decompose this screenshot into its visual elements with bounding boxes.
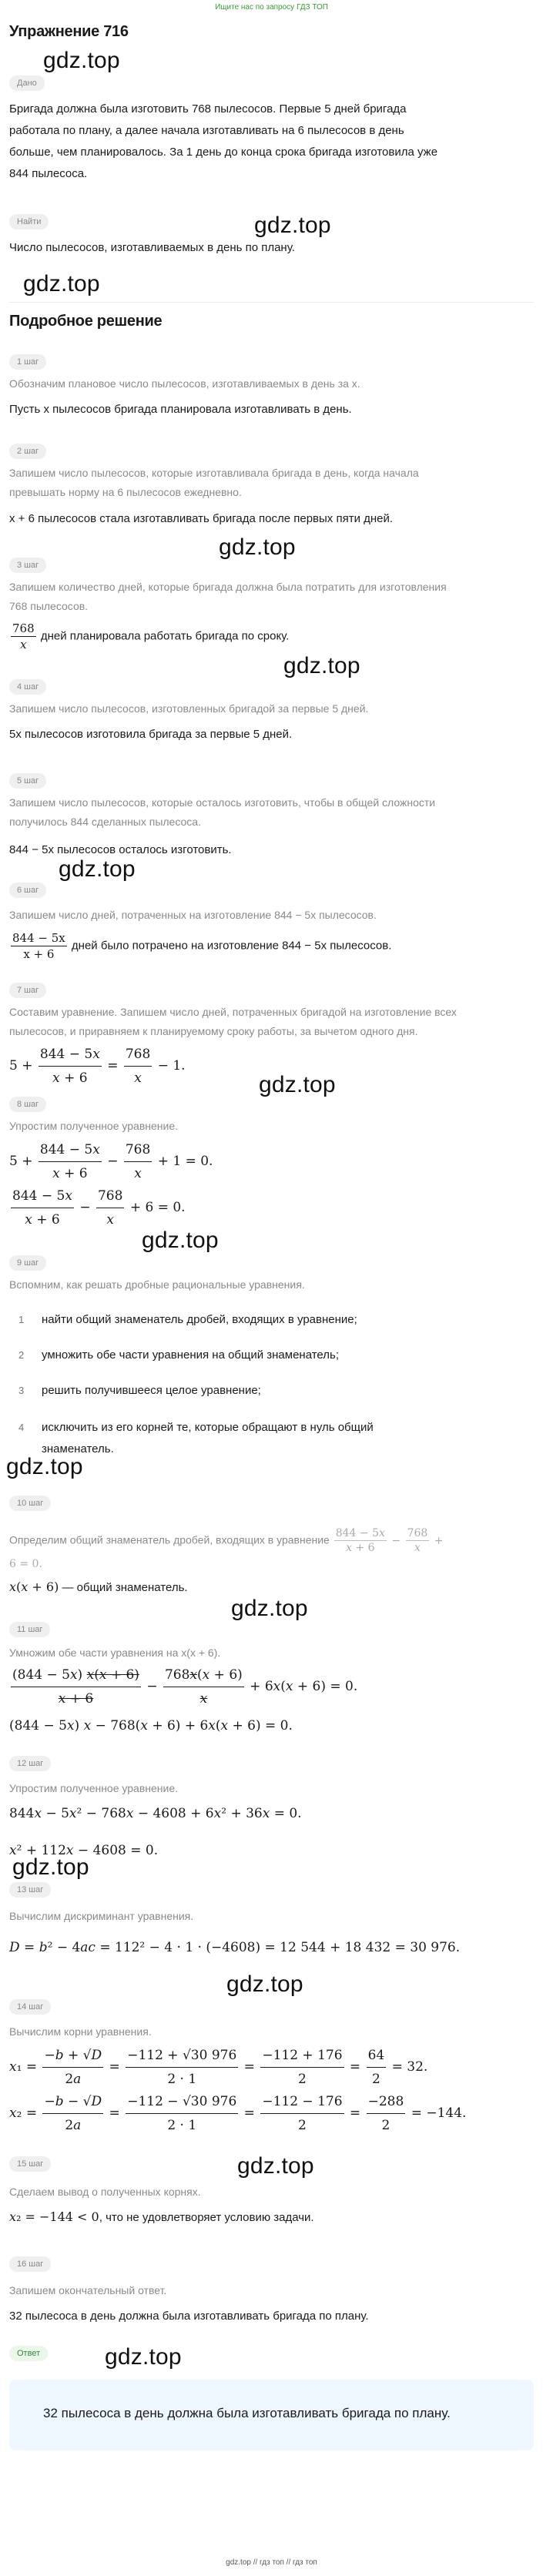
- list-item: 1 найти общий знаменатель дробей, входящих в уравнение;: [18, 1313, 357, 1326]
- step-10-hint: Определим общий знаменатель дробей, входящих в уравнение $\frac{844 - 5x}{x + 6}$ − $\frac{768}{x}$ +: [9, 1527, 444, 1554]
- step-12-equation-2: x² + 112x − 4608 = 0.: [9, 1843, 159, 1858]
- step-13-equation: D = b² − 4ac = 112² − 4 · 1 · (−4608) = 12 544 + 18 432 = 30 976.: [9, 1940, 461, 1955]
- step-11-equation-1: $\frac{(844 - 5x) x(x + 6)}{x + 6}$ − $\frac{768x(x + 6)}{x}$ + 6x(x + 6) = 0.: [9, 1663, 357, 1710]
- step-3-hint-1: Запишем количество дней, которые бригада должна была потратить для изготовления: [9, 581, 447, 593]
- step-1-text: Пусть x пылесосов бригада планировала изготавливать в день.: [9, 403, 352, 416]
- watermark: gdz.top: [254, 213, 331, 238]
- step-3-text: $\frac{768}{x}$ дней планировала работать бригада по сроку.: [12, 621, 290, 652]
- watermark: gdz.top: [259, 1072, 336, 1097]
- step-5-text: 844 − 5x пылесосов осталось изготовить.: [9, 843, 232, 856]
- find-label: Найти: [9, 214, 49, 229]
- step-label: 5 шаг: [9, 773, 46, 789]
- watermark: gdz.top: [226, 1971, 303, 1997]
- watermark: gdz.top: [6, 1454, 83, 1479]
- step-11-hint: Умножим обе части уравнения на x(x + 6).: [9, 1646, 221, 1659]
- step-label: 3 шаг: [9, 558, 46, 573]
- step-8-equation-1: 5 + $\frac{844 - 5x}{x + 6}$ − $\frac{768}{x}$ + 1 = 0.: [9, 1138, 213, 1185]
- step-label: 15 шаг: [9, 2156, 51, 2172]
- step-label: 9 шаг: [9, 1255, 46, 1271]
- top-search-link[interactable]: Ищите нас по запросу ГДЗ ТОП: [215, 3, 328, 12]
- step-7-hint-2: пылесосов, и приравняем к планируемому сроку работы, за вычетом одного дня.: [9, 1025, 418, 1037]
- step-16-text: 32 пылесоса в день должна была изготавливать бригада по плану.: [9, 2310, 369, 2323]
- watermark: gdz.top: [283, 653, 360, 678]
- step-label: 12 шаг: [9, 1756, 51, 1771]
- watermark: gdz.top: [219, 534, 296, 560]
- given-line-1: Бригада должна была изготовить 768 пылесосов. Первые 5 дней бригада: [9, 102, 407, 116]
- solution-title: Подробное решение: [9, 313, 163, 330]
- step-15-hint: Сделаем вывод о полученных корнях.: [9, 2186, 201, 2198]
- step-label: 6 шаг: [9, 883, 46, 898]
- answer-label: Ответ: [9, 2346, 48, 2361]
- step-label: 2 шаг: [9, 444, 46, 459]
- step-label: 14 шаг: [9, 1999, 51, 2015]
- page-title: Упражнение 716: [9, 23, 129, 40]
- answer-text: 32 пылесоса в день должна была изготавливать бригада по плану.: [43, 2406, 451, 2420]
- watermark: gdz.top: [23, 271, 100, 296]
- step-4-hint: Запишем число пылесосов, изготовленных бригадой за первые 5 дней.: [9, 702, 369, 715]
- step-8-equation-2: $\frac{844 - 5x}{x + 6}$ − $\frac{768}{x}$ + 6 = 0.: [9, 1184, 186, 1231]
- step-13-hint: Вычислим дискриминант уравнения.: [9, 1910, 194, 1922]
- watermark: gdz.top: [142, 1228, 219, 1253]
- step-10-hint-cont: 6 = 0.: [9, 1558, 42, 1570]
- list-item: 2 умножить обе части уравнения на общий знаменатель;: [18, 1348, 340, 1362]
- step-9-hint: Вспомним, как решать дробные рациональные уравнения.: [9, 1278, 305, 1291]
- watermark: gdz.top: [237, 2153, 314, 2179]
- step-5-hint-1: Запишем число пылесосов, которые осталось изготовить, чтобы в общей сложности: [9, 796, 436, 809]
- step-label: 8 шаг: [9, 1097, 46, 1112]
- step-label: 4 шаг: [9, 679, 46, 695]
- step-5-hint-2: получилось 844 сделанных пылесоса.: [9, 816, 201, 828]
- watermark: gdz.top: [59, 856, 136, 882]
- list-item: 3 решить получившееся целое уравнение;: [18, 1384, 261, 1397]
- step-7-hint-1: Составим уравнение. Запишем число дней, потраченных бригадой на изготовление всех: [9, 1006, 457, 1018]
- find-text: Число пылесосов, изготавливаемых в день по плану.: [9, 241, 295, 254]
- watermark: gdz.top: [231, 1596, 308, 1621]
- step-label: 11 шаг: [9, 1622, 50, 1637]
- step-11-equation-2: (844 − 5x) x − 768(x + 6) + 6x(x + 6) = 0.: [9, 1718, 293, 1734]
- step-14-hint: Вычислим корни уравнения.: [9, 2025, 152, 2038]
- step-12-hint: Упростим полученное уравнение.: [9, 1782, 178, 1794]
- step-4-text: 5x пылесосов изготовила бригада за первые 5 дней.: [9, 728, 293, 741]
- step-label: 7 шаг: [9, 983, 46, 998]
- step-16-hint: Запишем окончательный ответ.: [9, 2284, 167, 2296]
- step-7-equation: 5 + $\frac{844 - 5x}{x + 6}$ = $\frac{768}{x}$ − 1.: [9, 1043, 186, 1090]
- step-6-hint: Запишем число дней, потраченных на изготовление 844 − 5x пылесосов.: [9, 909, 377, 921]
- given-label: Дано: [9, 75, 45, 91]
- list-item-continuation: знаменатель.: [42, 1442, 114, 1455]
- step-1-hint: Обозначим плановое число пылесосов, изготавливаемых в день за x.: [9, 377, 360, 390]
- step-label: 16 шаг: [9, 2256, 51, 2272]
- watermark: gdz.top: [43, 48, 120, 73]
- step-14-root-2: x₂ = $\frac{-b - √D}{2a}$ = $\frac{-112 - √30 976}{2 \cdot 1}$ = $\frac{-112 - 176}{2}$ = $\frac{-288}{2}$ = −144.: [9, 2090, 466, 2137]
- step-15-text: x₂ = −144 < 0, что не удовлетворяет условию задачи.: [9, 2209, 314, 2224]
- step-8-hint: Упростим полученное уравнение.: [9, 1120, 178, 1132]
- step-2-hint-2: превышать норму на 6 пылесосов ежедневно.: [9, 486, 242, 498]
- step-label: 1 шаг: [9, 354, 46, 370]
- step-label: 10 шаг: [9, 1496, 51, 1511]
- step-6-text: $\frac{844 - 5x}{x + 6}$ дней было потрачено на изготовление 844 − 5x пылесосов.: [12, 931, 392, 961]
- step-2-hint-1: Запишем число пылесосов, которые изготавливала бригада в день, когда начала: [9, 467, 419, 479]
- given-line-2: работала по плану, а далее начала изготавливать на 6 пылесосов в день: [9, 124, 404, 137]
- list-item: 4 исключить из его корней те, которые обращают в нуль общий: [18, 1421, 374, 1434]
- step-label: 13 шаг: [9, 1882, 51, 1898]
- step-12-equation-1: 844x − 5x² − 768x − 4608 + 6x² + 36x = 0.: [9, 1806, 302, 1821]
- watermark: gdz.top: [12, 1854, 89, 1880]
- given-line-4: 844 пылесоса.: [9, 167, 88, 180]
- footer-links[interactable]: gdz.top // гдз топ // гдз топ: [226, 2558, 317, 2567]
- given-line-3: больше, чем планировалось. За 1 день до конца срока бригада изготовила уже: [9, 146, 438, 159]
- step-14-root-1: x₁ = $\frac{-b + √D}{2a}$ = $\frac{-112 + √30 976}{2 \cdot 1}$ = $\frac{-112 + 176}{2}$ = $\frac{64}{2}$ = 32.: [9, 2044, 427, 2091]
- divider: [9, 302, 534, 303]
- step-2-text: x + 6 пылесосов стала изготавливать бригада после первых пяти дней.: [9, 512, 394, 525]
- step-3-hint-2: 768 пылесосов.: [9, 600, 89, 612]
- watermark: gdz.top: [105, 2344, 182, 2370]
- step-10-text: x(x + 6) — общий знаменатель.: [9, 1579, 188, 1594]
